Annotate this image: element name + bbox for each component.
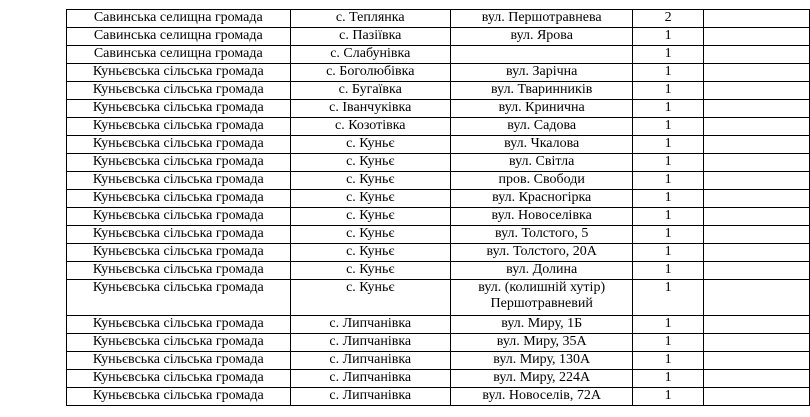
village-cell: с. Куньє (290, 244, 450, 262)
village-cell: с. Іванчуківка (290, 100, 450, 118)
community-cell: Куньєвська сільська громада (67, 208, 291, 226)
note-cell (703, 352, 809, 370)
street-cell: вул. Новоселів, 72А (450, 388, 632, 406)
street-cell: пров. Свободи (450, 172, 632, 190)
community-cell: Куньєвська сільська громада (67, 280, 291, 316)
note-cell (703, 316, 809, 334)
count-cell: 1 (633, 46, 703, 64)
count-cell: 1 (633, 244, 703, 262)
note-cell (703, 370, 809, 388)
table-row (67, 28, 810, 46)
note-cell (703, 226, 809, 244)
street-cell: вул. Чкалова (450, 136, 632, 154)
village-cell: с. Липчанівка (290, 388, 450, 406)
street-cell: вул. Долина (450, 262, 632, 280)
community-cell: Куньєвська сільська громада (67, 154, 291, 172)
community-cell: Савинська селищна громада (67, 28, 291, 46)
note-cell (703, 334, 809, 352)
table-row (67, 316, 810, 334)
village-cell: с. Боголюбівка (290, 64, 450, 82)
count-cell: 1 (633, 172, 703, 190)
table-row (67, 136, 810, 154)
village-cell: с. Куньє (290, 136, 450, 154)
note-cell (703, 388, 809, 406)
street-cell: вул. Світла (450, 154, 632, 172)
community-cell: Куньєвська сільська громада (67, 262, 291, 280)
community-cell: Куньєвська сільська громада (67, 100, 291, 118)
table-row (67, 352, 810, 370)
village-cell: с. Куньє (290, 172, 450, 190)
count-cell: 1 (633, 82, 703, 100)
note-cell (703, 172, 809, 190)
table-row (67, 172, 810, 190)
count-cell: 1 (633, 388, 703, 406)
street-cell: вул. (колишній хутір) Першотравневий (450, 280, 632, 316)
community-cell: Куньєвська сільська громада (67, 316, 291, 334)
count-cell: 1 (633, 136, 703, 154)
street-cell: вул. Красногірка (450, 190, 632, 208)
village-cell: с. Теплянка (290, 10, 450, 28)
street-cell (450, 46, 632, 64)
street-cell: вул. Толстого, 5 (450, 226, 632, 244)
street-cell: вул. Садова (450, 118, 632, 136)
community-cell: Куньєвська сільська громада (67, 388, 291, 406)
community-cell: Куньєвська сільська громада (67, 172, 291, 190)
table-row (67, 244, 810, 262)
village-cell: с. Слабунівка (290, 46, 450, 64)
address-table (66, 9, 810, 406)
community-cell: Куньєвська сільська громада (67, 136, 291, 154)
note-cell (703, 154, 809, 172)
count-cell: 1 (633, 208, 703, 226)
street-cell: вул. Миру, 130А (450, 352, 632, 370)
table-row (67, 208, 810, 226)
community-cell: Куньєвська сільська громада (67, 226, 291, 244)
village-cell: с. Пазіївка (290, 28, 450, 46)
table-body (67, 10, 810, 406)
community-cell: Савинська селищна громада (67, 10, 291, 28)
note-cell (703, 118, 809, 136)
table-row (67, 154, 810, 172)
table-row (67, 190, 810, 208)
table-row (67, 370, 810, 388)
note-cell (703, 64, 809, 82)
count-cell: 1 (633, 118, 703, 136)
count-cell: 1 (633, 154, 703, 172)
community-cell: Куньєвська сільська громада (67, 352, 291, 370)
table-row (67, 388, 810, 406)
community-cell: Куньєвська сільська громада (67, 64, 291, 82)
note-cell (703, 136, 809, 154)
table-row (67, 46, 810, 64)
count-cell: 1 (633, 262, 703, 280)
note-cell (703, 100, 809, 118)
note-cell (703, 82, 809, 100)
count-cell: 1 (633, 370, 703, 388)
table-row (67, 262, 810, 280)
village-cell: с. Липчанівка (290, 352, 450, 370)
community-cell: Куньєвська сільська громада (67, 190, 291, 208)
note-cell (703, 28, 809, 46)
street-cell: вул. Миру, 1Б (450, 316, 632, 334)
table-row (67, 118, 810, 136)
table-row (67, 64, 810, 82)
village-cell: с. Куньє (290, 154, 450, 172)
community-cell: Куньєвська сільська громада (67, 118, 291, 136)
street-cell: вул. Тваринників (450, 82, 632, 100)
street-cell: вул. Першотравнева (450, 10, 632, 28)
village-cell: с. Козотівка (290, 118, 450, 136)
note-cell (703, 46, 809, 64)
note-cell (703, 262, 809, 280)
count-cell: 1 (633, 316, 703, 334)
count-cell: 1 (633, 352, 703, 370)
village-cell: с. Липчанівка (290, 334, 450, 352)
community-cell: Куньєвська сільська громада (67, 82, 291, 100)
village-cell: с. Липчанівка (290, 370, 450, 388)
community-cell: Савинська селищна громада (67, 46, 291, 64)
note-cell (703, 208, 809, 226)
table-row (67, 82, 810, 100)
community-cell: Куньєвська сільська громада (67, 244, 291, 262)
count-cell: 1 (633, 334, 703, 352)
count-cell: 1 (633, 100, 703, 118)
note-cell (703, 244, 809, 262)
village-cell: с. Куньє (290, 262, 450, 280)
count-cell: 1 (633, 226, 703, 244)
village-cell: с. Куньє (290, 190, 450, 208)
count-cell: 1 (633, 64, 703, 82)
village-cell: с. Бугаївка (290, 82, 450, 100)
table-row (67, 280, 810, 316)
street-cell: вул. Зарічна (450, 64, 632, 82)
street-cell: вул. Миру, 35А (450, 334, 632, 352)
street-cell: вул. Новоселівка (450, 208, 632, 226)
table-row (67, 334, 810, 352)
note-cell (703, 10, 809, 28)
village-cell: с. Липчанівка (290, 316, 450, 334)
community-cell: Куньєвська сільська громада (67, 370, 291, 388)
street-cell: вул. Кринична (450, 100, 632, 118)
street-cell: вул. Ярова (450, 28, 632, 46)
table-row (67, 100, 810, 118)
count-cell: 2 (633, 10, 703, 28)
table-row (67, 10, 810, 28)
community-cell: Куньєвська сільська громада (67, 334, 291, 352)
note-cell (703, 280, 809, 316)
street-cell: вул. Толстого, 20А (450, 244, 632, 262)
street-cell: вул. Миру, 224А (450, 370, 632, 388)
village-cell: с. Куньє (290, 280, 450, 316)
village-cell: с. Куньє (290, 226, 450, 244)
village-cell: с. Куньє (290, 208, 450, 226)
note-cell (703, 190, 809, 208)
count-cell: 1 (633, 28, 703, 46)
table-row (67, 226, 810, 244)
count-cell: 1 (633, 190, 703, 208)
count-cell: 1 (633, 280, 703, 316)
